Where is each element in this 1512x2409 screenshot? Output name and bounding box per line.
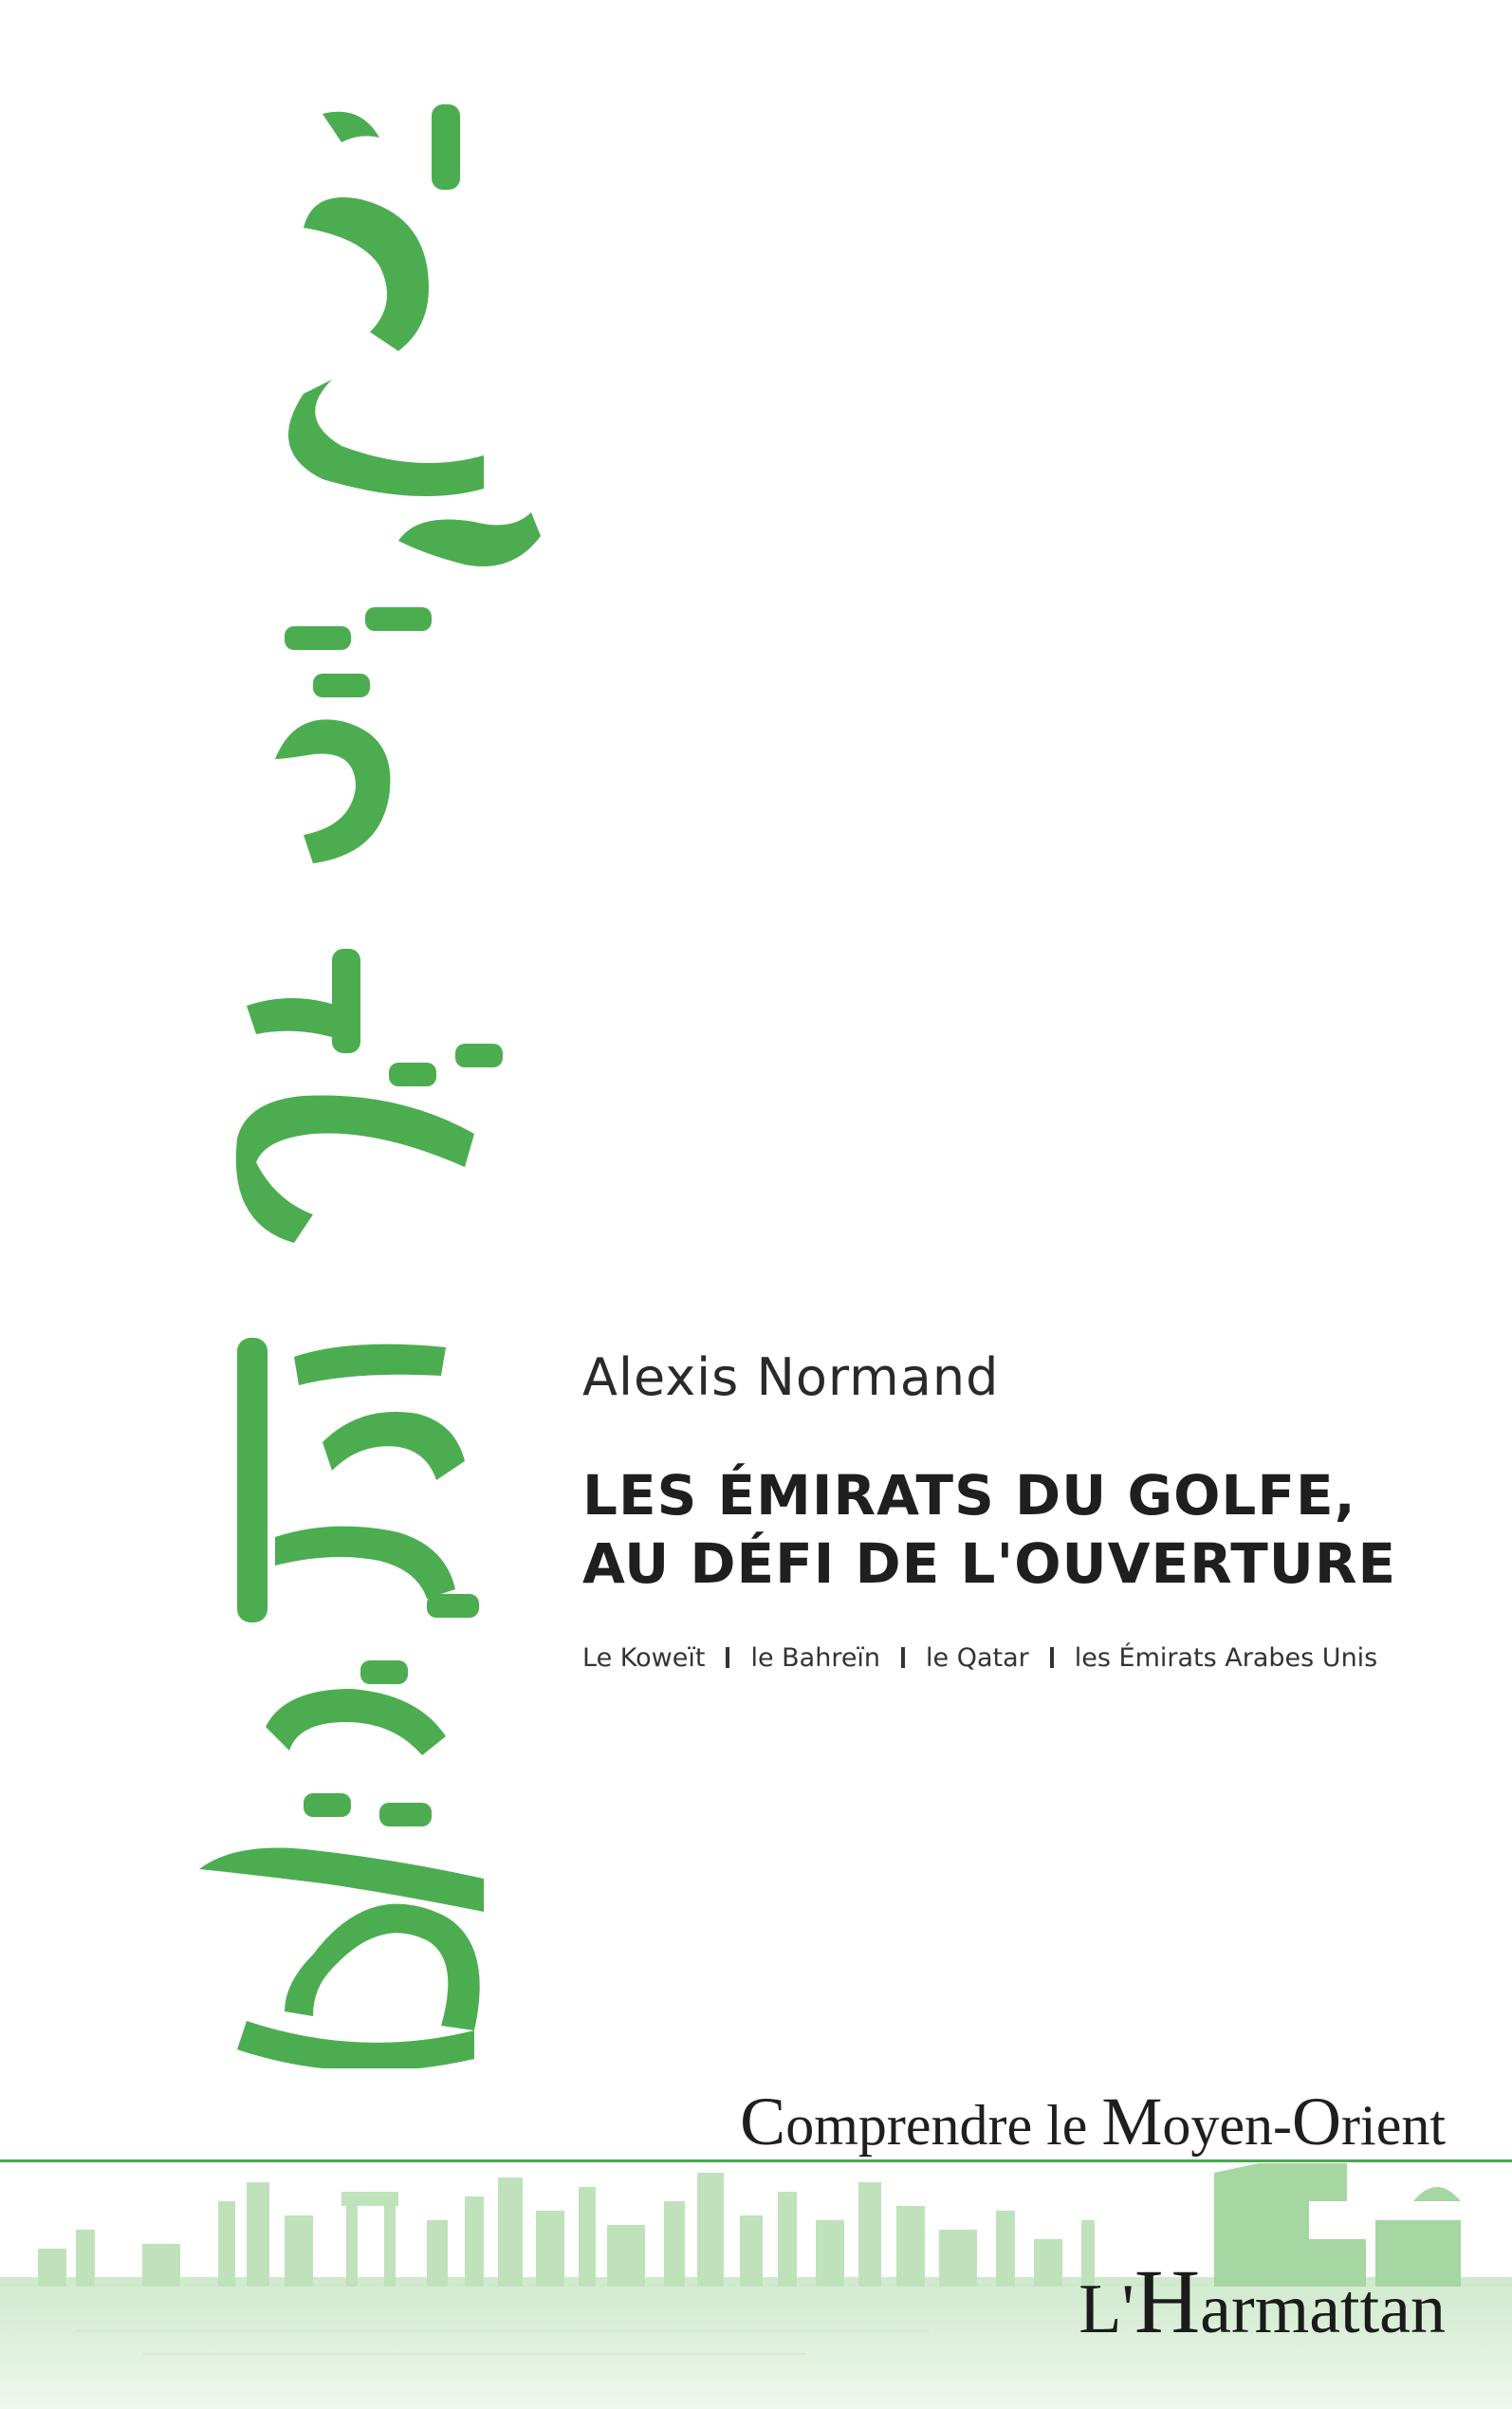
separator-bar — [1050, 1647, 1054, 1668]
collection-name: Comprendre le Moyen-Orient — [740, 2084, 1446, 2159]
publisher-logo: L'Harmattan — [1079, 2251, 1446, 2352]
country-qatar: le Qatar — [926, 1643, 1029, 1673]
title-line-1: LES ÉMIRATS DU GOLFE, — [582, 1463, 1356, 1528]
separator-bar — [726, 1647, 729, 1668]
divider-line — [0, 2159, 1512, 2162]
country-bahrain: le Bahreïn — [750, 1643, 881, 1673]
book-title — [582, 1461, 1493, 1598]
country-kuwait: Le Koweït — [582, 1643, 706, 1673]
country-uae: les Émirats Arabes Unis — [1074, 1643, 1378, 1673]
arabic-calligraphy — [190, 95, 588, 2068]
separator-bar — [901, 1647, 905, 1668]
country-list — [582, 1643, 1493, 1673]
author-name: Alexis Normand — [582, 1347, 1000, 1407]
title-line-2: AU DÉFI DE L'OUVERTURE — [582, 1531, 1397, 1596]
